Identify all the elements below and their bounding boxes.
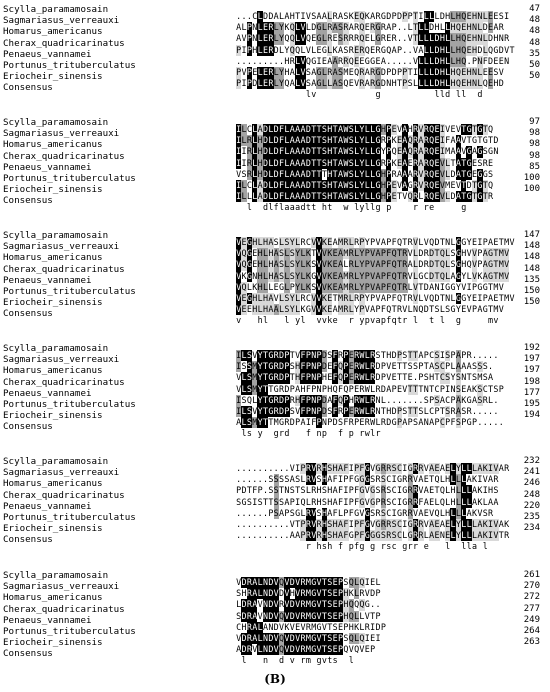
residue-position: 35 <box>529 48 540 59</box>
aligned-sequence: VEEHLHAALSYLKGVVKEAMRLYPVAPFQTRVLNQDTSLSGYEVPAGTMV <box>236 304 504 315</box>
species-name: Homarus_americanus <box>3 139 103 151</box>
residue-position: 277 <box>523 603 540 614</box>
consensus-row <box>0 534 550 552</box>
residue-position: 197 <box>523 365 540 376</box>
species-name: Eriocheir_sinensis <box>3 410 103 422</box>
residue-position: 220 <box>523 500 540 511</box>
residue-position: 198 <box>523 376 540 387</box>
aligned-sequence: VEGHLHASLSYLRCVVKEAMRLRPYPVAPFQTRVLVQDTNLGGYEIPAETMV <box>236 237 515 247</box>
aligned-sequence: ......SSSSASLRVSHAFIPFGGGSRSCIGRRVAETQLHLLLAKIVAR <box>236 474 499 485</box>
species-name: Penaeus_vannamei <box>3 161 92 173</box>
aligned-sequence: VDRALNDVQVDVRMGVTSEPSQLQIEI <box>236 633 381 643</box>
consensus-label: Consensus <box>3 648 53 660</box>
residue-position: 270 <box>523 581 540 592</box>
species-name: Homarus_americanus <box>3 478 103 490</box>
residue-position: 48 <box>529 26 540 37</box>
consensus-row <box>0 82 550 100</box>
residue-position: 50 <box>529 60 540 70</box>
aligned-sequence: IIRLHDLDFLAAADTTSHTAWSLYLLGYPQEAQRARQEIMAAVGAGSGN <box>236 146 499 157</box>
residue-position: 148 <box>523 252 540 263</box>
species-name: Cherax_quadricarinatus <box>3 37 125 49</box>
aligned-sequence: ..........VIPRVRHSHAFIPFGVGRRSCIGRRVAEAELYLLLAKIVAR <box>236 463 510 473</box>
aligned-sequence: PIPDLERLYQALVSAGLLASQEVRARGDNHTPSLLLLDHLHQEHNLQEHD <box>236 78 504 89</box>
consensus-label: Consensus <box>3 195 53 207</box>
residue-position: 50 <box>529 71 540 82</box>
species-name: Eriocheir_sinensis <box>3 637 103 649</box>
species-name: Portunus_trituberculatus <box>3 60 136 71</box>
aligned-sequence: AVPNLERLYQQLVQEGLRESRRRQELGRER..VTLLLDHLLHQEHNLDHNR <box>236 33 510 44</box>
aligned-sequence: IIRLHDLDFLAAADTTSHTAWSLYLLGRPKEAERARQEVLTATGESRE <box>236 157 494 168</box>
aligned-sequence: SDRAVNDVQVDVRMGVTSEPHQLLVTP <box>236 610 381 621</box>
residue-position: 148 <box>523 263 540 274</box>
species-name: Eriocheir_sinensis <box>3 523 103 535</box>
aligned-sequence: PVPELERLYHALVSAGLRASMEQRARGDPDPPTILLLDHLHQEHNLEESV <box>236 67 504 77</box>
consensus-sequence: v hl l yl vvke r ypvapfqtr l t l g mv <box>236 315 499 326</box>
species-name: Scylla_paramamosain <box>3 343 109 354</box>
species-name: Penaeus_vannamei <box>3 614 92 626</box>
species-name: Eriocheir_sinensis <box>3 297 103 309</box>
residue-position: 246 <box>523 478 540 489</box>
consensus-label: Consensus <box>3 82 53 94</box>
species-name: Scylla_paramamosain <box>3 570 109 581</box>
residue-position: 192 <box>523 343 540 353</box>
aligned-sequence: CHRALANDVKVEVRMGVTSEPHKLRIDP <box>236 621 386 632</box>
residue-position: 47 <box>529 4 540 14</box>
residue-position: 85 <box>529 161 540 172</box>
aligned-sequence: ILSVYTGRDPSVFPNPDSFRPERWLRNTHDPSTTSLCPTSRASR..... <box>236 406 499 416</box>
aligned-sequence: ...CLDDALAHTIVSAALRASKEQKARGDPDPPTILLLDHLHQEHNLEESI <box>236 11 510 21</box>
aligned-sequence: ADRVLNDVQVDVRMGVTSEPQVQVEP <box>236 644 376 655</box>
residue-position: 234 <box>523 523 540 534</box>
species-name: Eriocheir_sinensis <box>3 184 103 196</box>
aligned-sequence: VQGEHLHASLSYLKTVVKEAMRLYPVAPFQTRVLDRDTQLSGHVVPAGTMV <box>236 248 510 259</box>
aligned-sequence: ALSMYTTMGRDPAIFPNPDSFRPERWLRDGPAPSANAPCPFSPGP..... <box>236 417 504 428</box>
residue-position: 148 <box>523 241 540 252</box>
consensus-sequence: l dlflaaadtt ht w lyllg p r re g <box>246 202 467 213</box>
aligned-sequence: VSRLHDLDFLAAADTTTHTAWSLYLLGHPRAAARVRQEVLDATGEGGS <box>236 168 494 179</box>
consensus-label: Consensus <box>3 308 53 320</box>
panel-label: (B) <box>264 672 286 686</box>
species-name: Sagmariasus_verreauxi <box>3 128 120 140</box>
aligned-sequence: ILSVYTGRDPTVFPNPDSFRPERWLRSTHDPSTTAPCSISPAPR..... <box>236 350 499 360</box>
residue-position: 263 <box>523 637 540 648</box>
species-name: Cherax_quadricarinatus <box>3 376 125 388</box>
species-name: Sagmariasus_verreauxi <box>3 15 120 27</box>
residue-position: 150 <box>523 286 540 296</box>
species-name: Homarus_americanus <box>3 26 103 38</box>
residue-position: 100 <box>523 184 540 195</box>
aligned-sequence: SHRALNDVDVHVRMGVTSEPHKLRVDP <box>236 588 381 599</box>
species-name: Penaeus_vannamei <box>3 48 92 60</box>
species-name: Scylla_paramamosain <box>3 456 109 467</box>
aligned-sequence: ILLLADLDFLAAADTTSHTAWSLYLLGHPETVQRLRQEVLDATGTGTR <box>236 191 494 202</box>
aligned-sequence: VDRALNDVQVDVRMGVTSEPSQLQIEL <box>236 577 381 587</box>
residue-position: 48 <box>529 15 540 26</box>
residue-position: 98 <box>529 139 540 150</box>
residue-position: 261 <box>523 570 540 580</box>
consensus-row <box>0 195 550 213</box>
residue-position: 98 <box>529 150 540 161</box>
residue-position: 248 <box>523 489 540 500</box>
species-name: Eriocheir_sinensis <box>3 71 103 83</box>
residue-position: 147 <box>523 230 540 240</box>
aligned-sequence: VQLKHLLEGLPYLKSVVKEAMRLYPVAPFQTRLVTDANIGGYVIPGGTMV <box>236 281 504 292</box>
species-name: Homarus_americanus <box>3 365 103 377</box>
aligned-sequence: ILCLADLDFLAAADTTSHTAWSLYLLGHPEVAHRVRQEIVEVTGTGTQ <box>236 124 494 134</box>
consensus-row <box>0 308 550 326</box>
species-name: Homarus_americanus <box>3 592 103 604</box>
aligned-sequence: SGSISTTSSAPIQLRHSHAFIPFGVGPRSCIGRRFAELQLHLLLAKLAA <box>236 496 499 507</box>
residue-position: 195 <box>523 399 540 409</box>
aligned-sequence: VEGHLHAVLSYLRCVVKETMRLRPYPVAPFQTRVLVQDTNLGGYEIPAETMV <box>236 293 515 303</box>
residue-position: 150 <box>523 297 540 308</box>
aligned-sequence: ILRLHDLDFLAAADTTSHTAWSLYLLGRPKEAQRARQEIFAAVTGTGTD <box>236 135 499 146</box>
species-name: Portunus_trituberculatus <box>3 173 136 184</box>
consensus-sequence: ls y grd f np f p rwlr <box>241 428 381 439</box>
residue-position: 197 <box>523 354 540 365</box>
species-name: Portunus_trituberculatus <box>3 286 136 297</box>
residue-position: 264 <box>523 626 540 636</box>
species-name: Portunus_trituberculatus <box>3 626 136 637</box>
species-name: Scylla_paramamosain <box>3 230 109 241</box>
residue-position: 48 <box>529 37 540 48</box>
aligned-sequence: ISSMYTGRDPSHFPNPDEFQPERWLRDPVETTSSPTASCPLAAASSS. <box>236 361 494 372</box>
aligned-sequence: VKGNHLHASLSYLKGVVKEAMRLYPVAPFQTRVLGCDTQLAGYLVKAGTMV <box>236 270 510 281</box>
residue-position: 135 <box>523 274 540 285</box>
aligned-sequence: .........HRLVQGIEAARRQEEGGEA.....VLLLDHLLHQ.PNFDEEN <box>236 55 510 66</box>
species-name: Scylla_paramamosain <box>3 4 109 15</box>
aligned-sequence: ILCLADLDFLAAADTTSHTAWSLYLLGHPEVAGRVRQEVMEVTDTGTQ <box>236 180 494 190</box>
species-name: Homarus_americanus <box>3 252 103 264</box>
consensus-label: Consensus <box>3 421 53 433</box>
species-name: Cherax_quadricarinatus <box>3 150 125 162</box>
aligned-sequence: PIPHLERDLYQQLVLEGLKASRERQERGQAP..VALLDHLLHQEHDLQGDVT <box>236 44 515 55</box>
residue-position: 97 <box>529 117 540 127</box>
consensus-sequence: lv g lld ll d <box>305 89 483 100</box>
aligned-sequence: ISQLYTGRDPRHFPNPDAFQPHRWLRNL.......SPSACPAKGASRL. <box>236 394 499 405</box>
species-name: Penaeus_vannamei <box>3 274 92 286</box>
consensus-label: Consensus <box>3 534 53 546</box>
aligned-sequence: VLSMYTGRDPTHFPNPHEFQPERWLRDPVETTE.PSHTCSYSNTSMSA <box>236 372 494 383</box>
species-name: Cherax_quadricarinatus <box>3 263 125 275</box>
species-name: Sagmariasus_verreauxi <box>3 581 120 593</box>
species-name: Sagmariasus_verreauxi <box>3 354 120 366</box>
residue-position: 177 <box>523 387 540 398</box>
aligned-sequence: PDTFP.SSTNSTSLRHSHAFIPFGVGSRSCIGRRVAETQLHLLLAKIHS <box>236 485 499 496</box>
species-name: Penaeus_vannamei <box>3 500 92 512</box>
species-name: Portunus_trituberculatus <box>3 399 136 410</box>
species-name: Sagmariasus_verreauxi <box>3 241 120 253</box>
species-name: Sagmariasus_verreauxi <box>3 467 120 479</box>
residue-position: 98 <box>529 128 540 139</box>
aligned-sequence: LDRAVNDVRVDVRMGVTSEPHQQQG.. <box>236 599 381 610</box>
residue-position: 232 <box>523 456 540 466</box>
consensus-row <box>0 421 550 439</box>
species-name: Penaeus_vannamei <box>3 387 92 399</box>
species-name: Cherax_quadricarinatus <box>3 489 125 501</box>
species-name: Scylla_paramamosain <box>3 117 109 128</box>
residue-position: 249 <box>523 614 540 625</box>
consensus-sequence: l n d v rm gvts l <box>241 655 354 666</box>
species-name: Cherax_quadricarinatus <box>3 603 125 615</box>
species-name: Portunus_trituberculatus <box>3 512 136 523</box>
residue-position: 100 <box>523 173 540 183</box>
consensus-row <box>0 648 550 666</box>
aligned-sequence: ......PSAPSGLRVSHAFLPFGVGSRSCIGRRVAEVQLHLLLAKVSR <box>236 507 494 518</box>
residue-position: 272 <box>523 592 540 603</box>
aligned-sequence: VQGEHLHASLSYLKSVVKEALRLYPVAPFQTRALDRDTQLSGHQVPAGTMV <box>236 259 510 270</box>
residue-position: 241 <box>523 467 540 478</box>
residue-position: 235 <box>523 512 540 522</box>
consensus-sequence: r hsh f pfg g rsc grr e l lla l <box>305 541 488 552</box>
aligned-sequence: VLSMYTTGRDPAHFPNPHQFQPERWLRDAPEVTTTNTCPINSEAKSCTSP <box>236 383 504 394</box>
residue-position: 194 <box>523 410 540 421</box>
aligned-sequence: ALPNLERLYKQLVLDGLRASRARQERGRAP..LTLLDHLLHQEHNLDEAR <box>236 22 504 33</box>
aligned-sequence: ..........AAPRVRHSHAFGPFGGGSRSCLGRRLAENELYLLLAKIVTR <box>236 530 510 541</box>
aligned-sequence: ..........VTPRVRHSHAFIPFGVGRRSCIGRRVAEAELYLLLAKIVAK <box>236 519 510 529</box>
